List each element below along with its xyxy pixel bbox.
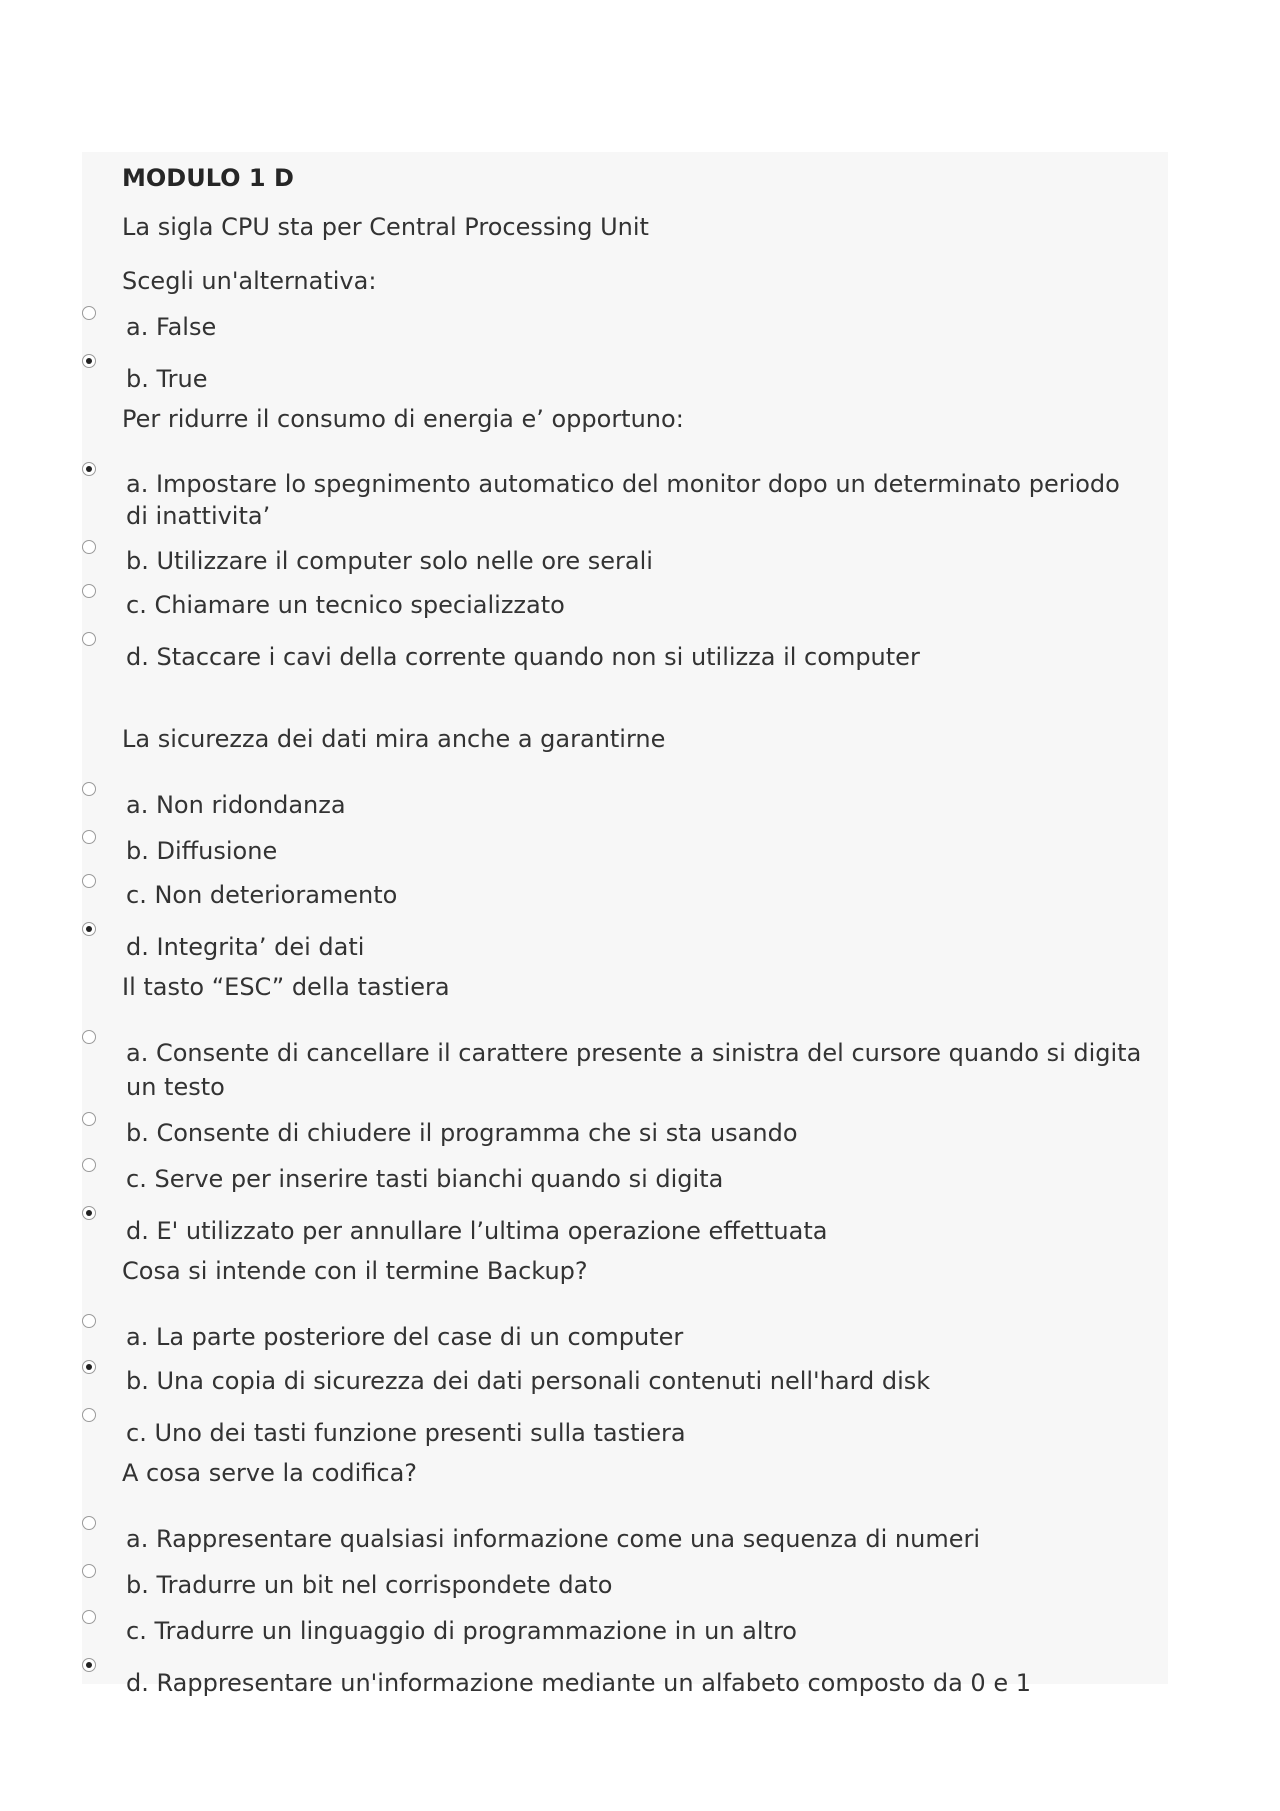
radio-button[interactable] — [82, 1206, 96, 1220]
option-label: d. Staccare i cavi della corrente quando non si utilizza il computer — [126, 643, 920, 671]
option-label: c. Uno dei tasti funzione presenti sulla tastiera — [126, 1419, 686, 1447]
question-2 — [122, 402, 1148, 674]
option-label: a. La parte posteriore del case di un computer — [126, 1323, 684, 1351]
answer-option[interactable] — [122, 1666, 1148, 1700]
quiz-content — [122, 152, 1148, 1700]
radio-button[interactable] — [82, 1314, 96, 1328]
option-label: a. Consente di cancellare il carattere presente a sinistra del cursore quando si digita un testo — [126, 1039, 1142, 1101]
radio-button[interactable] — [82, 874, 96, 888]
radio-button[interactable] — [82, 1408, 96, 1422]
document-page — [82, 152, 1168, 1697]
answer-option[interactable] — [122, 1162, 1148, 1196]
option-label: a. Non ridondanza — [126, 791, 346, 819]
option-label: b. True — [126, 365, 208, 393]
radio-button[interactable] — [82, 306, 96, 320]
question-1 — [122, 210, 1148, 396]
answer-option[interactable] — [122, 1614, 1148, 1648]
question-prompt: Scegli un'alternativa: — [122, 267, 377, 295]
radio-button[interactable] — [82, 1112, 96, 1126]
radio-button[interactable] — [82, 782, 96, 796]
option-label: c. Non deterioramento — [126, 881, 398, 909]
answer-option[interactable] — [122, 640, 1148, 674]
option-label: b. Diffusione — [126, 837, 278, 865]
answer-option[interactable] — [122, 1568, 1148, 1602]
question-text: La sicurezza dei dati mira anche a garantirne — [122, 725, 666, 753]
option-label: b. Utilizzare il computer solo nelle ore serali — [126, 547, 653, 575]
answer-option[interactable] — [122, 362, 1148, 396]
question-text: Cosa si intende con il termine Backup? — [122, 1257, 588, 1285]
radio-button[interactable] — [82, 1360, 96, 1374]
option-label: b. Tradurre un bit nel corrispondete dato — [126, 1571, 613, 1599]
answer-option[interactable] — [122, 788, 1148, 822]
question-3 — [122, 722, 1148, 964]
answer-option[interactable] — [122, 930, 1148, 964]
question-text: Per ridurre il consumo di energia e’ opportuno: — [122, 405, 684, 433]
radio-button[interactable] — [82, 462, 96, 476]
option-label: c. Serve per inserire tasti bianchi quando si digita — [126, 1165, 724, 1193]
question-text: La sigla CPU sta per Central Processing Unit — [122, 213, 649, 241]
answer-option[interactable] — [122, 1214, 1148, 1248]
answer-option[interactable] — [122, 468, 1148, 532]
radio-button[interactable] — [82, 830, 96, 844]
radio-button[interactable] — [82, 354, 96, 368]
answer-option[interactable] — [122, 878, 1148, 912]
radio-button[interactable] — [82, 922, 96, 936]
question-6 — [122, 1456, 1148, 1700]
radio-button[interactable] — [82, 1658, 96, 1672]
question-5 — [122, 1254, 1148, 1450]
question-4 — [122, 970, 1148, 1248]
radio-button[interactable] — [82, 1564, 96, 1578]
option-label: b. Consente di chiudere il programma che si sta usando — [126, 1119, 798, 1147]
answer-option[interactable] — [122, 588, 1148, 622]
radio-button[interactable] — [82, 540, 96, 554]
radio-button[interactable] — [82, 1158, 96, 1172]
radio-button[interactable] — [82, 584, 96, 598]
answer-option[interactable] — [122, 1036, 1148, 1104]
answer-option[interactable] — [122, 1320, 1148, 1354]
answer-option[interactable] — [122, 544, 1148, 578]
option-label: d. Integrita’ dei dati — [126, 933, 365, 961]
radio-button[interactable] — [82, 1030, 96, 1044]
option-label: c. Tradurre un linguaggio di programmazione in un altro — [126, 1617, 797, 1645]
answer-option[interactable] — [122, 1522, 1148, 1556]
radio-button[interactable] — [82, 632, 96, 646]
radio-button[interactable] — [82, 1610, 96, 1624]
option-label: c. Chiamare un tecnico specializzato — [126, 591, 565, 619]
option-label: b. Una copia di sicurezza dei dati personali contenuti nell'hard disk — [126, 1367, 931, 1395]
question-text: A cosa serve la codifica? — [122, 1459, 418, 1487]
answer-option[interactable] — [122, 834, 1148, 868]
page-title: MODULO 1 D — [122, 164, 294, 192]
option-label: d. E' utilizzato per annullare l’ultima operazione effettuata — [126, 1217, 828, 1245]
option-label: a. Rappresentare qualsiasi informazione come una sequenza di numeri — [126, 1525, 980, 1553]
option-label: a. Impostare lo spegnimento automatico del monitor dopo un determinato periodo di inattivita’ — [126, 470, 1120, 530]
answer-option[interactable] — [122, 1116, 1148, 1150]
answer-option[interactable] — [122, 310, 1148, 344]
radio-button[interactable] — [82, 1516, 96, 1530]
answer-option[interactable] — [122, 1364, 1148, 1398]
option-label: a. False — [126, 313, 217, 341]
answer-option[interactable] — [122, 1416, 1148, 1450]
question-text: Il tasto “ESC” della tastiera — [122, 973, 450, 1001]
option-label: d. Rappresentare un'informazione mediante un alfabeto composto da 0 e 1 — [126, 1669, 1031, 1697]
